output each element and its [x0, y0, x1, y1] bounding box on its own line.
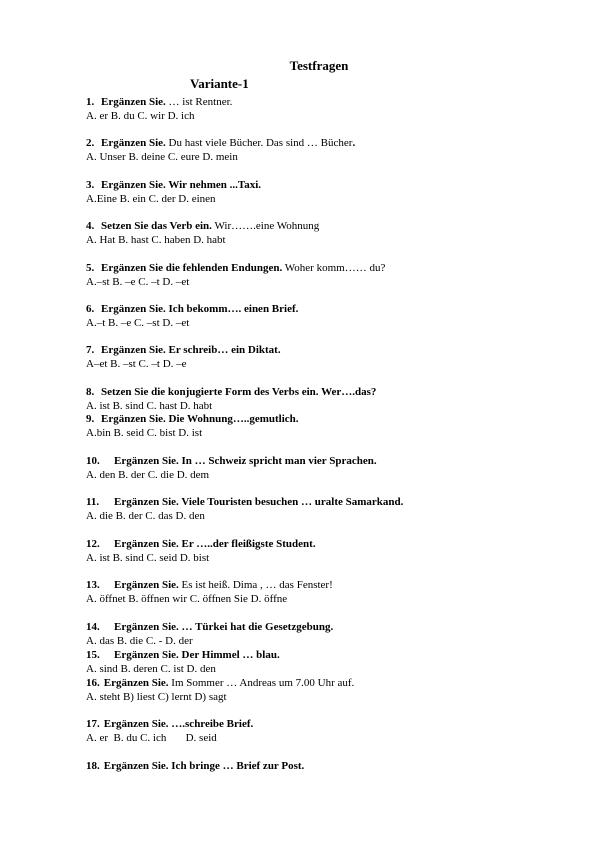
- question-13: [86, 578, 333, 606]
- question-prompt: 4. Setzen Sie das Verb ein. Wir…….eine Wohnung: [86, 220, 320, 232]
- question-answers: A.–t B. –e C. –st D. –et: [86, 317, 190, 329]
- question-6: [86, 302, 298, 330]
- question-7: [86, 343, 281, 371]
- question-answers: A. ist B. sind C. hast D. habt: [86, 400, 213, 412]
- question-answers: A. er B. du C. wir D. ich: [86, 110, 195, 122]
- question-prompt: 17. Ergänzen Sie. ….schreibe Brief.: [86, 718, 254, 730]
- question-prompt: 1. Ergänzen Sie. … ist Rentner.: [86, 96, 233, 108]
- question-prompt: 13. Ergänzen Sie. Es ist heiß. Dima , … das Fenster!: [86, 579, 333, 591]
- question-18: [86, 759, 304, 773]
- question-14: [86, 620, 333, 648]
- question-answers: A. er B. du C. ich D. seid: [86, 732, 217, 744]
- question-prompt: 6. Ergänzen Sie. Ich bekomm…. einen Brief.: [86, 303, 299, 315]
- question-prompt: 15. Ergänzen Sie. Der Himmel … blau.: [86, 649, 280, 661]
- question-answers: A. das B. die C. - D. der: [86, 635, 193, 647]
- question-17: [86, 717, 253, 745]
- question-prompt: 9. Ergänzen Sie. Die Wohnung…..gemutlich.: [86, 413, 299, 425]
- question-answers: A. öffnet B. öffnen wir C. öffnen Sie D. öffne: [86, 593, 288, 605]
- question-prompt: 12. Ergänzen Sie. Er …..der fleißigste Student.: [86, 538, 316, 550]
- question-prompt: 2. Ergänzen Sie. Du hast viele Bücher. Das sind … Bücher.: [86, 137, 356, 149]
- question-3: [86, 178, 261, 206]
- question-10: [86, 454, 377, 482]
- question-prompt: 14. Ergänzen Sie. … Türkei hat die Gesetzgebung.: [86, 621, 334, 633]
- question-11: [86, 495, 403, 523]
- question-prompt: 5. Ergänzen Sie die fehlenden Endungen. Woher komm…… du?: [86, 262, 386, 274]
- question-prompt: 18. Ergänzen Sie. Ich bringe … Brief zur Post.: [86, 760, 305, 772]
- question-answers: A.Eine B. ein C. der D. einen: [86, 193, 216, 205]
- question-prompt: 8. Setzen Sie die konjugierte Form des Verbs ein. Wer….das?: [86, 386, 377, 398]
- question-answers: A. Hat B. hast C. haben D. habt: [86, 234, 226, 246]
- question-1: [86, 95, 232, 123]
- question-4: [86, 219, 319, 247]
- question-answers: A. die B. der C. das D. den: [86, 510, 205, 522]
- question-5: [86, 261, 385, 289]
- question-prompt: 3. Ergänzen Sie. Wir nehmen ...Taxi.: [86, 179, 262, 191]
- question-8: [86, 385, 376, 413]
- question-16: [86, 676, 354, 704]
- question-answers: A. ist B. sind C. seid D. bist: [86, 552, 210, 564]
- page-title: Testfragen: [289, 58, 349, 73]
- question-2: [86, 136, 355, 164]
- question-prompt: 7. Ergänzen Sie. Er schreib… ein Diktat.: [86, 344, 281, 356]
- question-answers: A. den B. der C. die D. dem: [86, 469, 210, 481]
- question-prompt: 11. Ergänzen Sie. Viele Touristen besuchen … uralte Samarkand.: [86, 496, 404, 508]
- question-12: [86, 537, 316, 565]
- page-subtitle: Variante-1: [190, 76, 249, 91]
- question-prompt: 16. Ergänzen Sie. Im Sommer … Andreas um 7.00 Uhr auf.: [86, 677, 355, 689]
- question-answers: A.bin B. seid C. bist D. ist: [86, 427, 203, 439]
- question-prompt: 10. Ergänzen Sie. In … Schweiz spricht man vier Sprachen.: [86, 455, 377, 467]
- question-answers: A.–st B. –e C. –t D. –et: [86, 276, 190, 288]
- question-answers: A. sind B. deren C. ist D. den: [86, 663, 216, 675]
- question-answers: A–et B. –st C. –t D. –e: [86, 358, 187, 370]
- question-15: [86, 648, 280, 676]
- question-answers: A. steht B) liest C) lernt D) sagt: [86, 691, 227, 703]
- question-9: [86, 412, 299, 440]
- question-answers: A. Unser B. deine C. eure D. mein: [86, 151, 238, 163]
